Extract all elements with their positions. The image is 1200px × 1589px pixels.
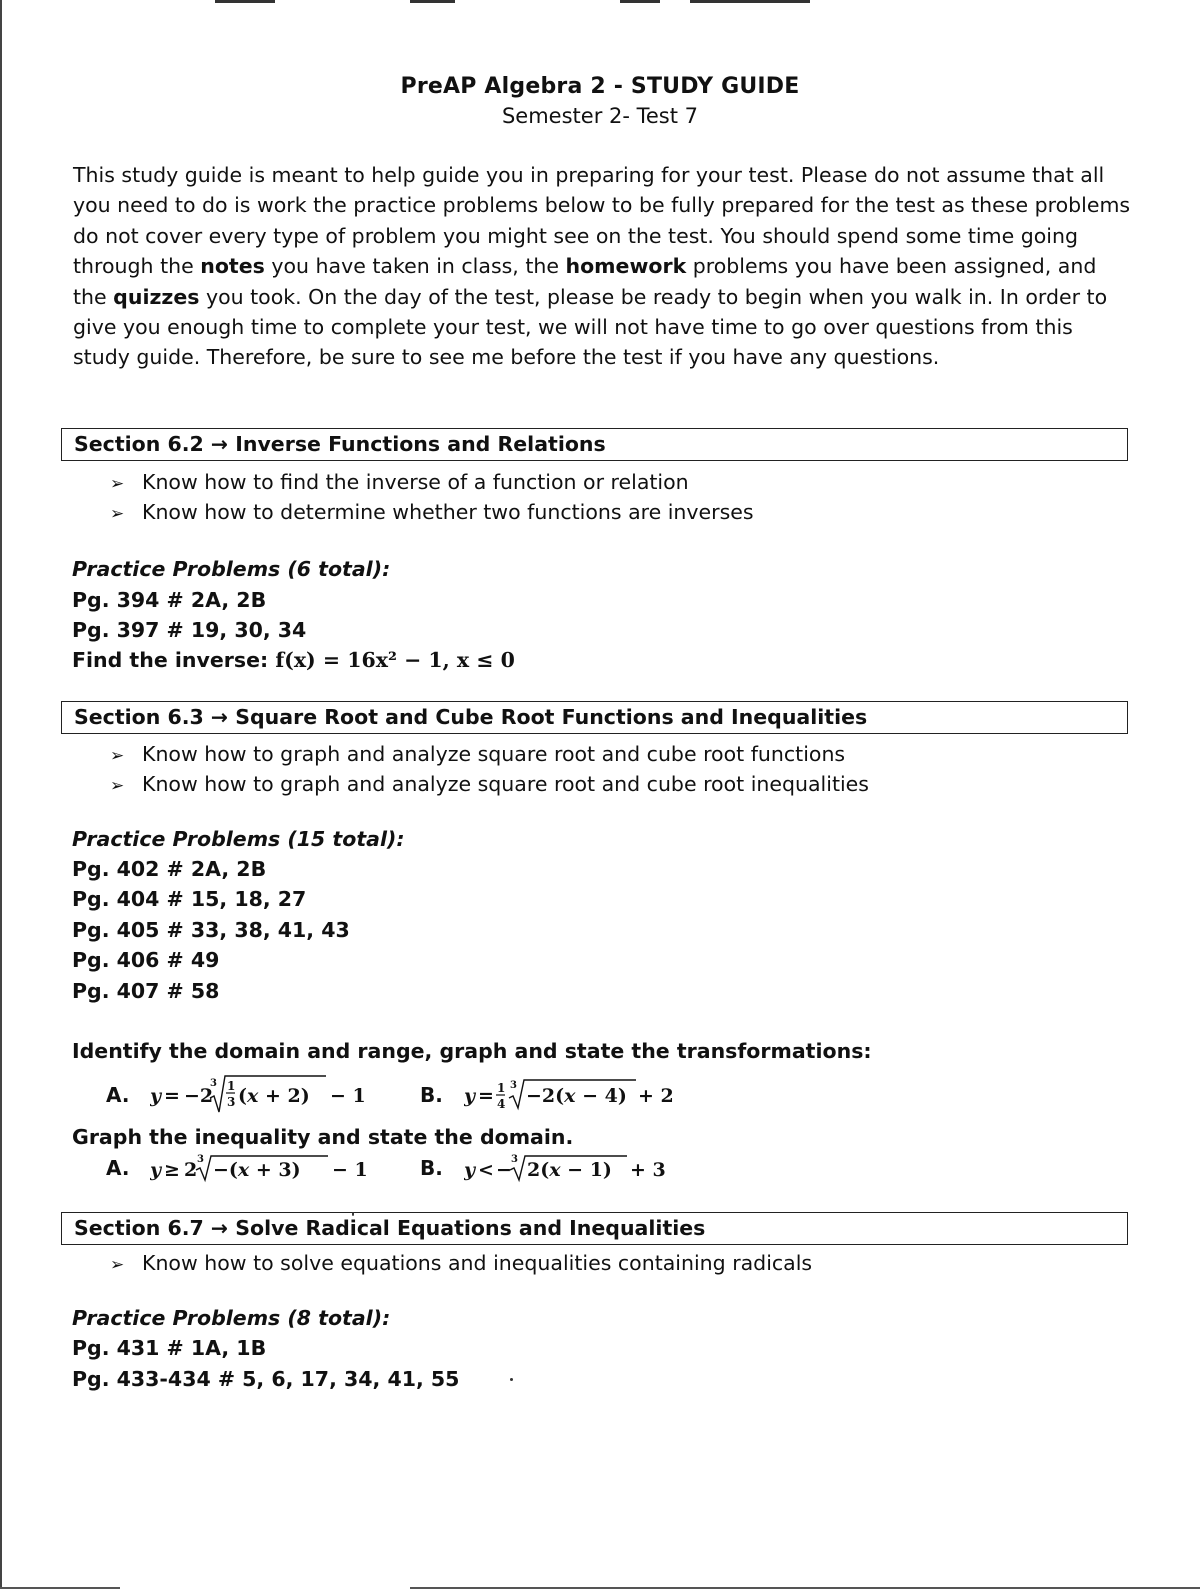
intro-homework-emphasis: homework [565,254,687,279]
intro-text: problems you have been assigned, and the [73,254,1097,309]
cube-root-equation-a [150,1072,400,1120]
svg-text:4: 4 [496,1097,506,1111]
intro-text: This study guide is meant to help guide you in preparing for your test. Please do not assume that all you need to do is work the practice problems below to be fully prepared for the test as these problems do not cover every type of problem you might see on the test. You should spend some time going through the [73,163,1131,279]
bullet-text: Know how to graph and analyze square root and cube root functions [142,742,846,766]
bullet-item [110,470,689,494]
problem-label: A. [106,1082,130,1107]
svg-text:=: = [164,1085,181,1107]
scan-mark [410,0,455,3]
problem-label: B. [420,1082,443,1107]
arrowhead-bullet-icon: ➢ [110,1255,125,1275]
graph-problem-b [420,1152,694,1186]
svg-text:3: 3 [210,1078,218,1089]
practice-line: Pg. 433-434 # 5, 6, 17, 34, 41, 55 [72,1367,460,1391]
arrowhead-bullet-icon: ➢ [110,474,125,494]
scan-mark [215,0,275,3]
bullet-text: Know how to determine whether two functions are inverses [142,500,754,524]
practice-line: Pg. 394 # 2A, 2B [72,588,267,612]
bullet-text: Know how to solve equations and inequalities containing radicals [142,1251,813,1275]
svg-text:−2(x − 4): −2(x − 4) [525,1085,627,1107]
practice-line: Pg. 404 # 15, 18, 27 [72,887,307,911]
svg-text:1: 1 [496,1081,506,1095]
find-inverse-expression: f(x) = 16x² − 1, x ≤ 0 [275,648,515,672]
scan-speck [352,1212,354,1216]
practice-line: Pg. 406 # 49 [72,948,220,972]
cube-root-inequality-a [150,1152,400,1186]
bullet-text: Know how to graph and analyze square root and cube root inequalities [142,772,869,796]
intro-paragraph [73,160,1133,373]
intro-notes-emphasis: notes [200,254,265,279]
svg-text:≥: ≥ [164,1159,181,1181]
bullet-item [110,500,754,524]
problem-label: B. [420,1155,443,1180]
intro-text: you took. On the day of the test, please be ready to begin when you walk in. In order to give you enough time to complete your test, we will not have time to go over questions from this study guide. Therefore, be sure to see me before the test if you have any questions. [73,284,1108,370]
svg-text:(x + 2): (x + 2) [238,1085,311,1107]
svg-text:+ 2: + 2 [637,1085,674,1107]
bullet-item [110,772,869,796]
svg-text:2: 2 [184,1159,198,1181]
svg-text:<: < [477,1159,494,1181]
section-heading-6-3: Section 6.3 → Square Root and Cube Root Functions and Inequalities [61,701,1128,734]
scan-mark [620,0,660,3]
practice-line: Pg. 405 # 33, 38, 41, 43 [72,918,350,942]
bullet-item [110,742,845,766]
svg-text:−(x + 3): −(x + 3) [213,1159,302,1181]
svg-text:3: 3 [510,1154,518,1165]
arrowhead-bullet-icon: ➢ [110,746,125,766]
svg-text:y: y [463,1085,475,1107]
practice-heading: Practice Problems (8 total): [72,1306,391,1330]
bullet-item [110,1251,812,1275]
svg-text:3: 3 [509,1080,517,1091]
bullet-text: Know how to find the inverse of a function or relation [142,470,689,494]
svg-text:y: y [150,1159,162,1181]
arrowhead-bullet-icon: ➢ [110,504,125,524]
svg-text:y: y [150,1085,162,1107]
identify-problem-a [106,1072,400,1120]
scan-speck [510,1378,513,1381]
identify-instruction: Identify the domain and range, graph and state the transformations: [72,1039,872,1063]
intro-text: you have taken in class, the [264,254,566,279]
cube-root-inequality-b [464,1152,694,1186]
svg-text:1: 1 [227,1079,236,1093]
page-subtitle: Semester 2- Test 7 [501,104,699,128]
intro-quizzes-emphasis: quizzes [113,284,200,309]
svg-text:y: y [463,1159,475,1181]
cube-root-equation-b [464,1072,694,1120]
svg-text:−2: −2 [184,1085,214,1107]
arrowhead-bullet-icon: ➢ [110,776,125,796]
svg-text:+ 3: + 3 [629,1159,666,1181]
svg-text:3: 3 [197,1154,205,1165]
practice-heading: Practice Problems (6 total): [72,557,391,581]
svg-text:− 1: − 1 [330,1085,367,1107]
scan-edge-top [0,0,1200,4]
find-inverse-line [72,648,515,672]
svg-text:− 1: − 1 [332,1159,369,1181]
practice-line: Pg. 407 # 58 [72,979,220,1003]
problem-label: A. [106,1155,130,1180]
graph-problem-a [106,1152,400,1186]
find-inverse-label: Find the inverse: [72,648,269,672]
section-heading-6-7: Section 6.7 → Solve Radical Equations and Inequalities [61,1212,1128,1245]
svg-text:=: = [477,1085,494,1107]
svg-text:3: 3 [227,1095,236,1109]
scan-mark [690,0,810,3]
svg-text:2(x − 1): 2(x − 1) [526,1159,612,1181]
section-heading-6-2: Section 6.2 → Inverse Functions and Relations [61,428,1128,461]
practice-line: Pg. 431 # 1A, 1B [72,1336,267,1360]
practice-line: Pg. 402 # 2A, 2B [72,857,267,881]
page-title: PreAP Algebra 2 - STUDY GUIDE [400,74,800,99]
practice-line: Pg. 397 # 19, 30, 34 [72,618,307,642]
identify-problem-b [420,1072,694,1120]
graph-instruction: Graph the inequality and state the domain. [72,1125,574,1149]
scan-edge-left [0,0,2,1589]
practice-heading: Practice Problems (15 total): [72,827,405,851]
svg-text:−: − [495,1159,512,1181]
